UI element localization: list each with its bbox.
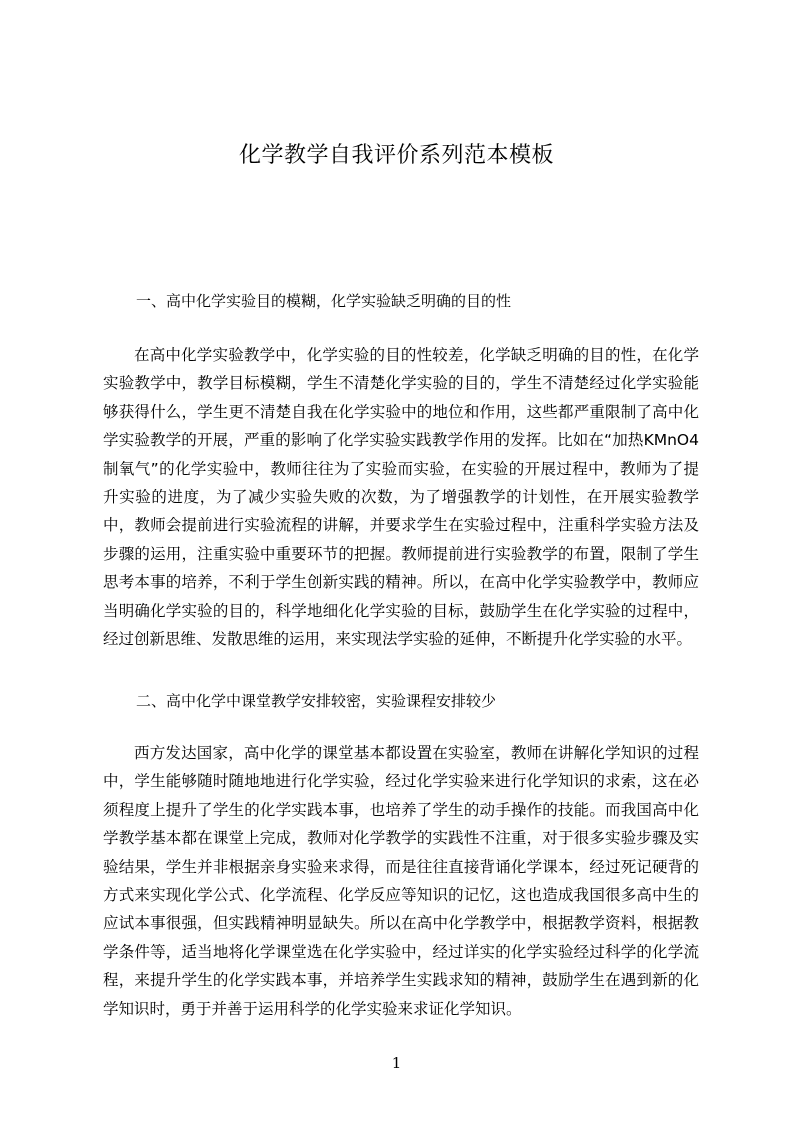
section-heading-2: 二、高中化学中课堂教学安排较密，实验课程安排较少 [136, 692, 497, 710]
section-paragraph-1: 在高中化学实验教学中，化学实验的目的性较差，化学缺乏明确的目的性，在化学实验教学中，教学目标模糊，学生不清楚化学实验的目的，学生不清楚经过化学实验能够获得什么，学生更不清楚自我在化学实验中的地位和作用，这些都严重限制了高中化学实验教学的开展，严重的影响了化学实验实践教学作用的发挥。比如在“加热KMnO4制氧气”的化学实验中，教师往往为了实验而实验，在实验的开展过程中，教师为了提升实验的进度，为了减少实验失败的次数，为了增强教学的计划性，在开展实验教学中，教师会提前进行实验流程的讲解，并要求学生在实验过程中，注重科学实验方法及步骤的运用，注重实验中重要环节的把握。教师提前进行实验教学的布置，限制了学生思考本事的培养，不利于学生创新实践的精神。所以，在高中化学实验教学中，教师应当明确化学实验的目的，科学地细化化学实验的目标，鼓励学生在化学实验的过程中，经过创新思维、发散思维的运用，来实现法学实验的延伸，不断提升化学实验的水平。 [103, 346, 699, 649]
page-number: 1 [391, 1054, 402, 1072]
section-heading-1: 一、高中化学实验目的模糊，化学实验缺乏明确的目的性 [136, 292, 512, 310]
section-paragraph-2: 西方发达国家，高中化学的课堂基本都设置在实验室，教师在讲解化学知识的过程中，学生能够随时随地地进行化学实验，经过化学实验来进行化学知识的求索，这在必须程度上提升了学生的化学实践本事，也培养了学生的动手操作的技能。而我国高中化学教学基本都在课堂上完成，教师对化学教学的实践性不注重，对于很多实验步骤及实验结果，学生并非根据亲身实验来求得，而是往往直接背诵化学课本，经过死记硬背的方式来实现化学公式、化学流程、化学反应等知识的记忆，这也造成我国很多高中生的应试本事很强，但实践精神明显缺失。所以在高中化学教学中，根据教学资料，根据教学条件等，适当地将化学课堂选在化学实验中，经过详实的化学实验经过科学的化学流程，来提升学生的化学实践本事，并培养学生实践求知的精神，鼓励学生在遇到新的化学知识时，勇于并善于运用科学的化学实验来求证化学知识。 [103, 744, 699, 1018]
document-title: 化学教学自我评价系列范本模板 [238, 143, 554, 168]
